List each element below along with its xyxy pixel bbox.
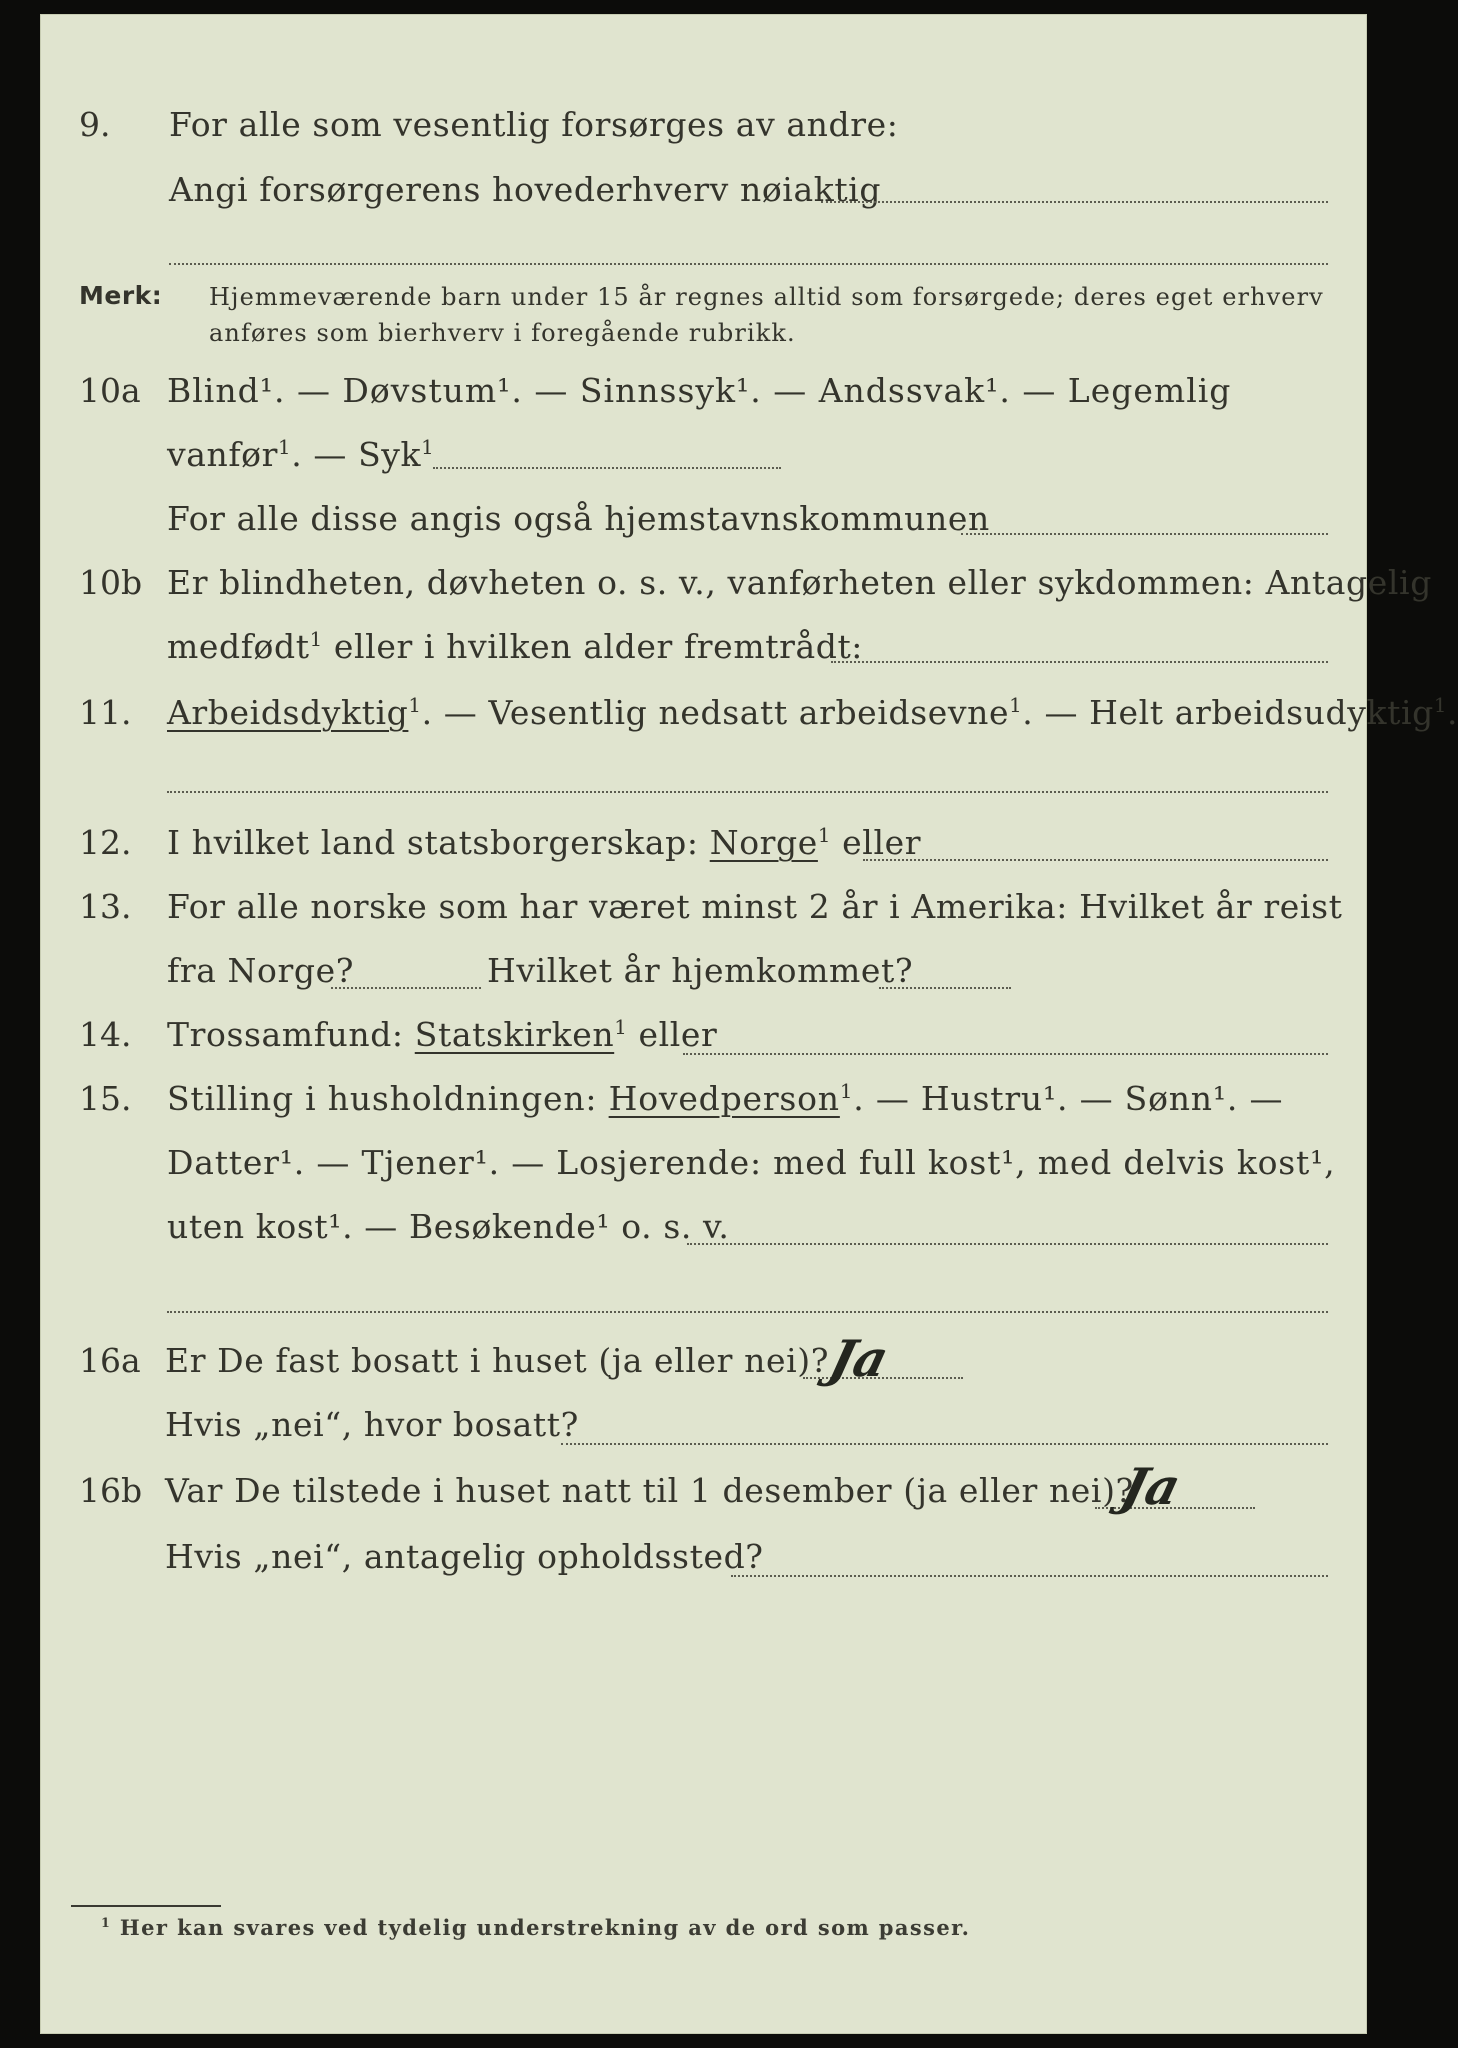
q12-line1: I hvilket land statsborgerskap: Norge$^1$ eller (167, 823, 922, 862)
q10a-answer-line (433, 467, 781, 469)
item-number-11: 11. (79, 693, 132, 732)
item-number-10b: 10b (79, 563, 143, 602)
footnote: $^1$ Her kan svares ved tydelig understrekning av de ord som passer. (101, 1915, 971, 1940)
item-number-9: 9. (79, 105, 111, 144)
q9-answer-line-2 (169, 263, 1328, 265)
q10b-answer-line (831, 661, 1328, 663)
q15-line1: Stilling i husholdningen: Hovedperson$^1$. — Hustru¹. — Sønn¹. — (167, 1079, 1284, 1118)
q16b-line1: Var De tilstede i huset natt til 1 desember (ja eller nei)? (165, 1471, 1134, 1510)
q16b-handwritten-answer: Ja (1115, 1457, 1187, 1516)
q16a-answer-line-2 (561, 1443, 1328, 1445)
q9-line1: For alle som vesentlig forsørges av andre: (169, 105, 899, 144)
q13-answer-line-1 (331, 987, 481, 989)
q15-hovedperson-underlined: Hovedperson (608, 1079, 840, 1118)
q15-answer-line (687, 1243, 1328, 1245)
q9-answer-line (821, 201, 1328, 203)
q10a-line3: For alle disse angis også hjemstavnskommunen (167, 499, 990, 538)
q10b-line2: medfødt$^1$ eller i hvilken alder fremtrådt: (167, 627, 864, 666)
q11-arbeidsdyktig-underlined: Arbeidsdyktig (167, 693, 409, 732)
item-number-13: 13. (79, 887, 132, 926)
q10a-answer-line-2 (961, 533, 1328, 535)
q15-line3: uten kost¹. — Besøkende¹ o. s. v. (167, 1207, 730, 1246)
q14-line1: Trossamfund: Statskirken$^1$ eller (167, 1015, 718, 1054)
q11-answer-line (167, 791, 1328, 793)
q16a-line2: Hvis „nei“, hvor bosatt? (165, 1405, 579, 1444)
census-form-page (40, 14, 1458, 2034)
item-number-14: 14. (79, 1015, 132, 1054)
q12-answer-line (863, 859, 1328, 861)
item-number-10a: 10a (79, 371, 141, 410)
q13-line2b: Hvilket år hjemkommet? (487, 951, 914, 990)
q16b-line2: Hvis „nei“, antagelig opholdssted? (165, 1537, 764, 1576)
q9-line2: Angi forsørgerens hovederhverv nøiaktig (169, 170, 882, 209)
q11-line1: Arbeidsdyktig$^1$. — Vesentlig nedsatt arbeidsevne$^1$. — Helt arbeidsudyktig$^1$. (167, 693, 1458, 732)
item-number-16b: 16b (79, 1471, 143, 1510)
footnote-rule (71, 1905, 221, 1907)
q15-answer-line-2 (167, 1311, 1328, 1313)
item-number-12: 12. (79, 823, 132, 862)
q13-line2a: fra Norge? (167, 951, 355, 990)
merk-line1: Hjemmeværende barn under 15 år regnes alltid som forsørgede; deres eget erhverv (209, 283, 1324, 311)
q14-statskirken-underlined: Statskirken (414, 1015, 615, 1054)
q16a-handwritten-answer: Ja (823, 1329, 895, 1388)
q13-line1: For alle norske som har været minst 2 år i Amerika: Hvilket år reist (167, 887, 1343, 926)
q10a-line1: Blind¹. — Døvstum¹. — Sinnssyk¹. — Andssvak¹. — Legemlig (167, 371, 1232, 410)
merk-line2: anføres som bierhverv i foregående rubrikk. (209, 319, 796, 347)
q16b-answer-line-2 (731, 1575, 1328, 1577)
q15-line2: Datter¹. — Tjener¹. — Losjerende: med full kost¹, med delvis kost¹, (167, 1143, 1336, 1182)
merk-label: Merk: (79, 281, 163, 310)
item-number-15: 15. (79, 1079, 132, 1118)
q10b-line1: Er blindheten, døvheten o. s. v., vanførheten eller sykdommen: Antagelig (167, 563, 1432, 602)
item-number-16a: 16a (79, 1341, 141, 1380)
q10a-line2: vanfør$^1$. — Syk$^1$ (167, 435, 435, 474)
q12-norge-underlined: Norge (709, 823, 818, 862)
q14-answer-line (683, 1053, 1328, 1055)
q16a-line1: Er De fast bosatt i huset (ja eller nei)? (165, 1341, 829, 1380)
q13-answer-line-2 (879, 987, 1011, 989)
